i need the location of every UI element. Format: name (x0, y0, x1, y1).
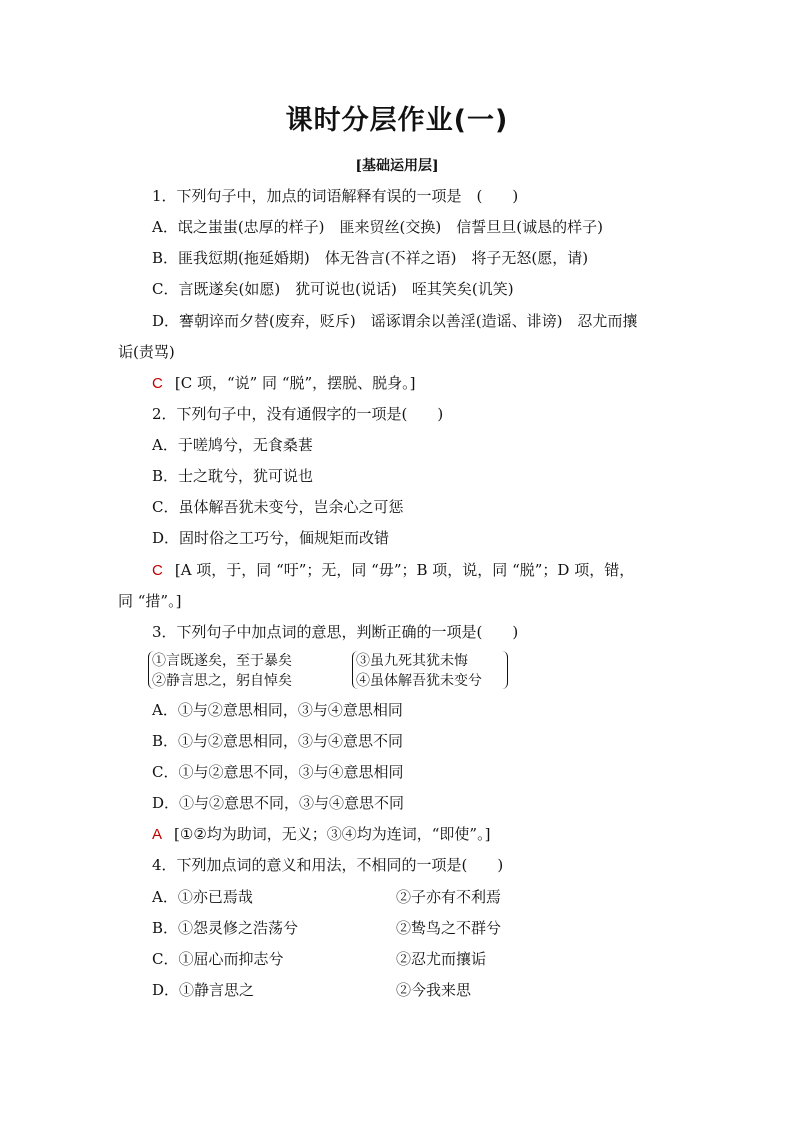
question-1-option-d-continued: 诟(责骂) (118, 343, 175, 361)
question-1-option-c: C．言既遂矣(如愿) 犹可说也(说话) 咥其笑矣(讥笑) (152, 280, 514, 298)
question-4-option-b-right: ②鸷鸟之不群兮 (396, 919, 502, 937)
question-1-answer (152, 373, 416, 394)
question-3-option-a: A．①与②意思相同，③与④意思相同 (152, 701, 403, 719)
question-3-option-b: B．①与②意思相同，③与④意思不同 (152, 732, 404, 750)
right-brace (501, 651, 508, 689)
question-1-option-a: A．氓之蚩蚩(忠厚的样子) 匪来贸丝(交换) 信誓旦旦(诚恳的样子) (152, 218, 603, 236)
question-4-stem: 4．下列加点词的意义和用法，不相同的一项是( ) (152, 856, 504, 874)
question-4-option-a-right: ②子亦有不利焉 (396, 888, 502, 906)
question-4-option-c: C．①屈心而抑志兮 (152, 950, 284, 968)
answer-explanation: [C 项，“说” 同 “脱”，摆脱、脱身。] (174, 374, 416, 392)
question-2-answer (152, 560, 634, 581)
section-heading: [基础运用层] (355, 158, 439, 174)
sentence-1: ①言既遂矣，至于暴矣 (152, 653, 292, 669)
question-2-option-b: B．士之耽兮，犹可说也 (152, 467, 314, 485)
answer-explanation: [A 项，于，同 “吁”；无，同 “毋”；B 项，说，同 “脱”；D 项，错， (174, 561, 635, 579)
answer-letter: A (152, 826, 163, 843)
question-3-sentence-group-2 (352, 651, 508, 691)
question-4-option-b: B．①怨灵修之浩荡兮 (152, 919, 299, 937)
question-4-option-c-right: ②忍尤而攘诟 (396, 950, 487, 968)
question-1-stem: 1．下列句子中，加点的词语解释有误的一项是 ( ) (152, 187, 519, 205)
question-3-option-c: C．①与②意思不同，③与④意思相同 (152, 763, 404, 781)
question-1-option-b: B．匪我愆期(拖延婚期) 体无咎言(不祥之语) 将子无怒(愿，请) (152, 249, 589, 267)
page-title: 课时分层作业(一) (285, 105, 509, 136)
question-2-option-d: D．固时俗之工巧兮，偭规矩而改错 (152, 529, 390, 547)
question-4-option-a: A．①亦已焉哉 (152, 888, 253, 906)
sentence-4: ④虽体解吾犹未变兮 (356, 673, 482, 689)
answer-letter: C (152, 562, 163, 579)
question-2-option-c: C．虽体解吾犹未变兮，岂余心之可惩 (152, 498, 404, 516)
question-4-option-d: D．①静言思之 (152, 981, 255, 999)
question-3-sentence-group-1 (148, 651, 318, 691)
left-brace (352, 651, 359, 689)
left-brace (148, 651, 155, 689)
question-1-option-d: D．謇朝谇而夕替(废弃，贬斥) 谣诼谓余以善淫(造谣、诽谤) 忍尤而攘 (152, 312, 638, 330)
question-3-stem: 3．下列句子中加点词的意思，判断正确的一项是( ) (152, 623, 519, 641)
sentence-3: ③虽九死其犹未悔 (356, 653, 468, 669)
question-2-answer-continued: 同 “措”。] (118, 592, 182, 610)
sentence-2: ②静言思之，躬自悼矣 (152, 673, 292, 689)
question-3-answer (152, 824, 490, 845)
question-2-stem: 2．下列句子中，没有通假字的一项是( ) (152, 405, 444, 423)
answer-explanation: [①②均为助词，无义；③④均为连词，“即使”。] (174, 825, 491, 843)
question-2-option-a: A．于嗟鸠兮，无食桑葚 (152, 436, 313, 454)
question-3-option-d: D．①与②意思不同，③与④意思不同 (152, 794, 405, 812)
question-4-option-d-right: ②今我来思 (396, 981, 472, 999)
answer-letter: C (152, 375, 163, 392)
